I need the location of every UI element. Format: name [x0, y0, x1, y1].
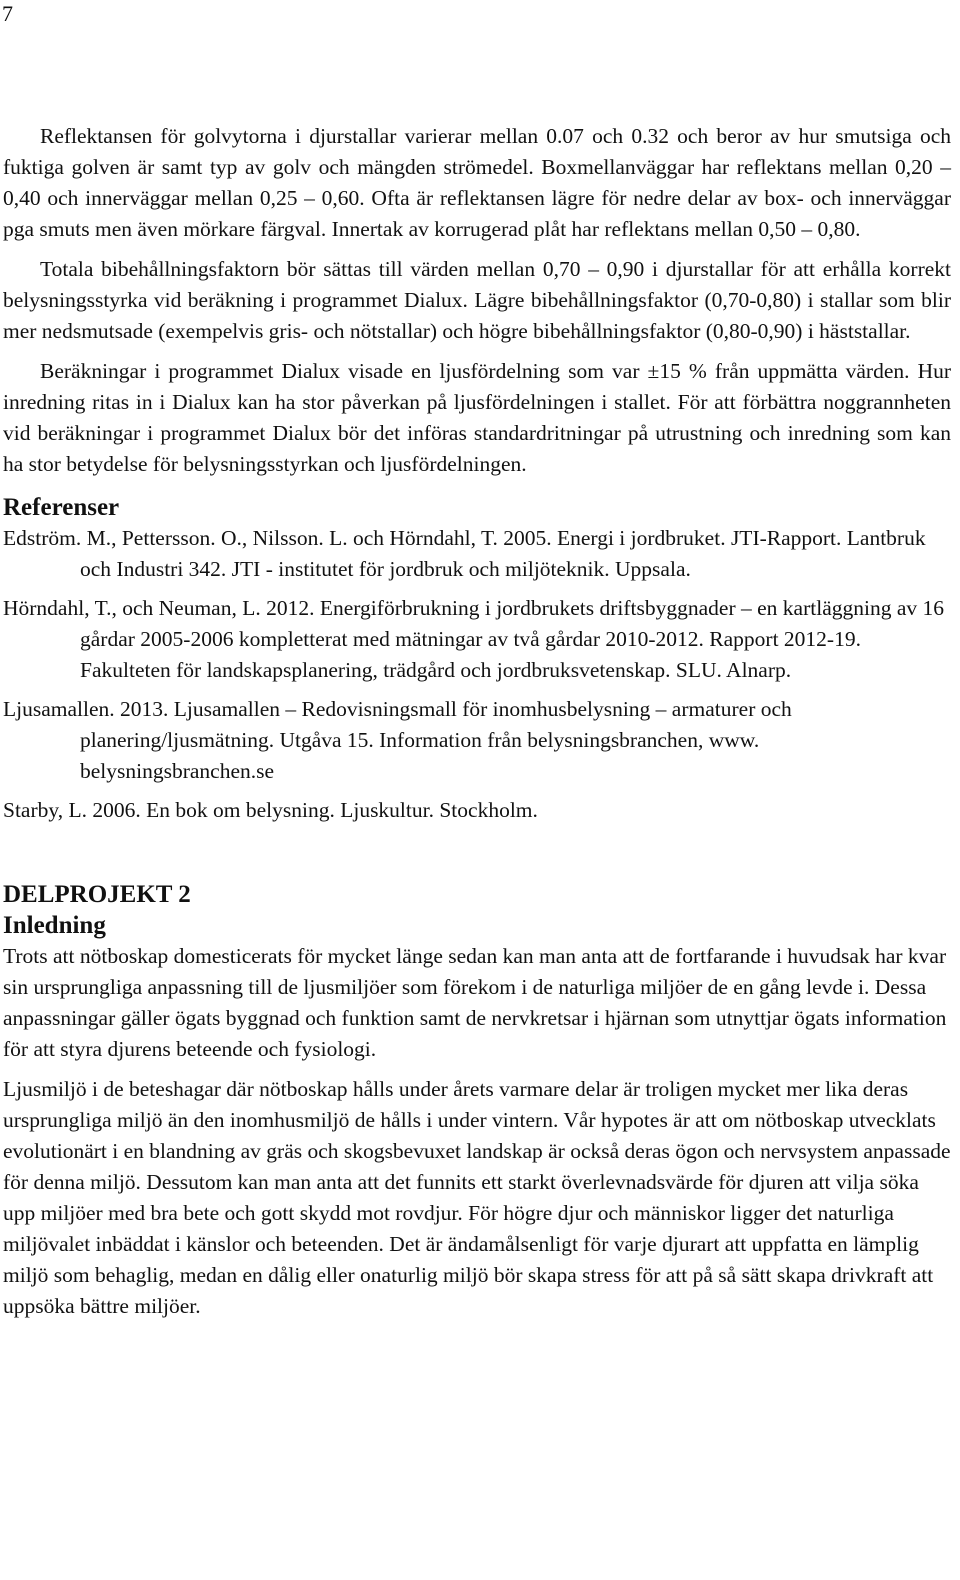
paragraph-dialux-calculations: Beräkningar i programmet Dialux visade en ljusfördelning som var ±15 % från uppmätta värden. Hur inredning ritas in i Dialux kan ha stor påverkan på ljusfördelningen i stallet. För att förbättra noggrannheten vid beräkningar i programmet Dialux bör det införas standardritningar på utrustning och inredning som kan ha stor betydelse för belysningsstyrkan och ljusfördelningen. [3, 359, 951, 476]
paragraph-reflectance: Reflektansen för golvytorna i djurstallar varierar mellan 0.07 och 0.32 och beror av hur smutsiga och fuktiga golven är samt typ av golv och mängden strömedel. Boxmellanväggar har reflektans mellan 0,20 – 0,40 och innerväggar mellan 0,25 – 0,60. Ofta är reflektansen lägre för nedre delar av box- och innerväggar pga smuts men även mörkare färgval. Innertak av korrugerad plåt har reflektans mellan 0,50 – 0,80. [3, 124, 951, 241]
paragraph-domestication: Trots att nötboskap domesticerats för mycket länge sedan kan man anta att de fortfarande i huvudsak har kvar sin ursprungliga anpassning till de ljusmiljöer som förekom i de naturliga miljöer de en gång levde i. Dessa anpassningar gäller ögats byggnad och funktion samt de nervkretsar i hjärnan som utnyttjar ögats information för att styra djurens beteende och fysiologi. [3, 944, 947, 1061]
reference-item: Starby, L. 2006. En bok om belysning. Ljuskultur. Stockholm. [3, 798, 538, 822]
reference-item: Hörndahl, T., och Neuman, L. 2012. Energiförbrukning i jordbrukets driftsbyggnader – en kartläggning av 16 gårdar 2005-2006 kompletterat med mätningar av två gårdar 2010-2012. Rapport 2012-19. Fakulteten för landskapsplanering, trädgård och jordbruksvetenskap. SLU. Alnarp. [3, 596, 945, 682]
references-heading: Referenser [3, 494, 120, 521]
introduction-heading: Inledning [3, 912, 106, 939]
delprojekt-section [3, 879, 951, 1322]
reference-item: Edström. M., Pettersson. O., Nilsson. L. och Hörndahl, T. 2005. Energi i jordbruket. JTI-Rapport. Lantbruk och Industri 342. JTI - institutet för jordbruk och miljöteknik. Uppsala. [3, 526, 926, 581]
paragraph-maintenance-factor: Totala bibehållningsfaktorn bör sättas till värden mellan 0,70 – 0,90 i djurstallar för att erhålla korrekt belysningsstyrka vid beräkning i programmet Dialux. Lägre bibehållningsfaktor (0,70-0,80) i stallar som blir mer nedsmutsade (exempelvis gris- och nötstallar) och högre bibehållningsfaktor (0,80-0,90) i häststallar. [3, 257, 951, 343]
delprojekt-heading: DELPROJEKT 2 [3, 881, 191, 908]
reference-list [3, 523, 951, 826]
paragraph-light-environment: Ljusmiljö i de beteshagar där nötboskap hålls under årets varmare delar är troligen mycket mer lika deras ursprungliga miljö än den inomhusmiljö de hålls i under vintern. Vår hypotes är att om nötboskap utvecklats evolutionärt i en blandning av gräs och skogsbevuxet landskap är också deras ögon och nervsystem anpassade för denna miljö. Dessutom kan man anta att det funnits ett starkt överlevnadsvärde för djuren att vilja söka upp miljöer med bra bete och gott skydd mot rovdjur. För högre djur och människor ligger det naturliga miljövalet inbäddat i känslor och beteenden. Det är ändamålsenligt för varje djurart att uppfatta en lämplig miljö som behaglig, medan en dålig eller onaturlig miljö bör skapa stress för att på så sätt skapa drivkraft att uppsöka bättre miljöer. [3, 1077, 951, 1318]
page-number: 7 [2, 1, 13, 26]
document-body [3, 121, 951, 1322]
reference-item: Ljusamallen. 2013. Ljusamallen – Redovisningsmall för inomhusbelysning – armaturer och planering/ljusmätning. Utgåva 15. Information från belysningsbranchen, www. belysningsbranchen.se [3, 697, 792, 783]
